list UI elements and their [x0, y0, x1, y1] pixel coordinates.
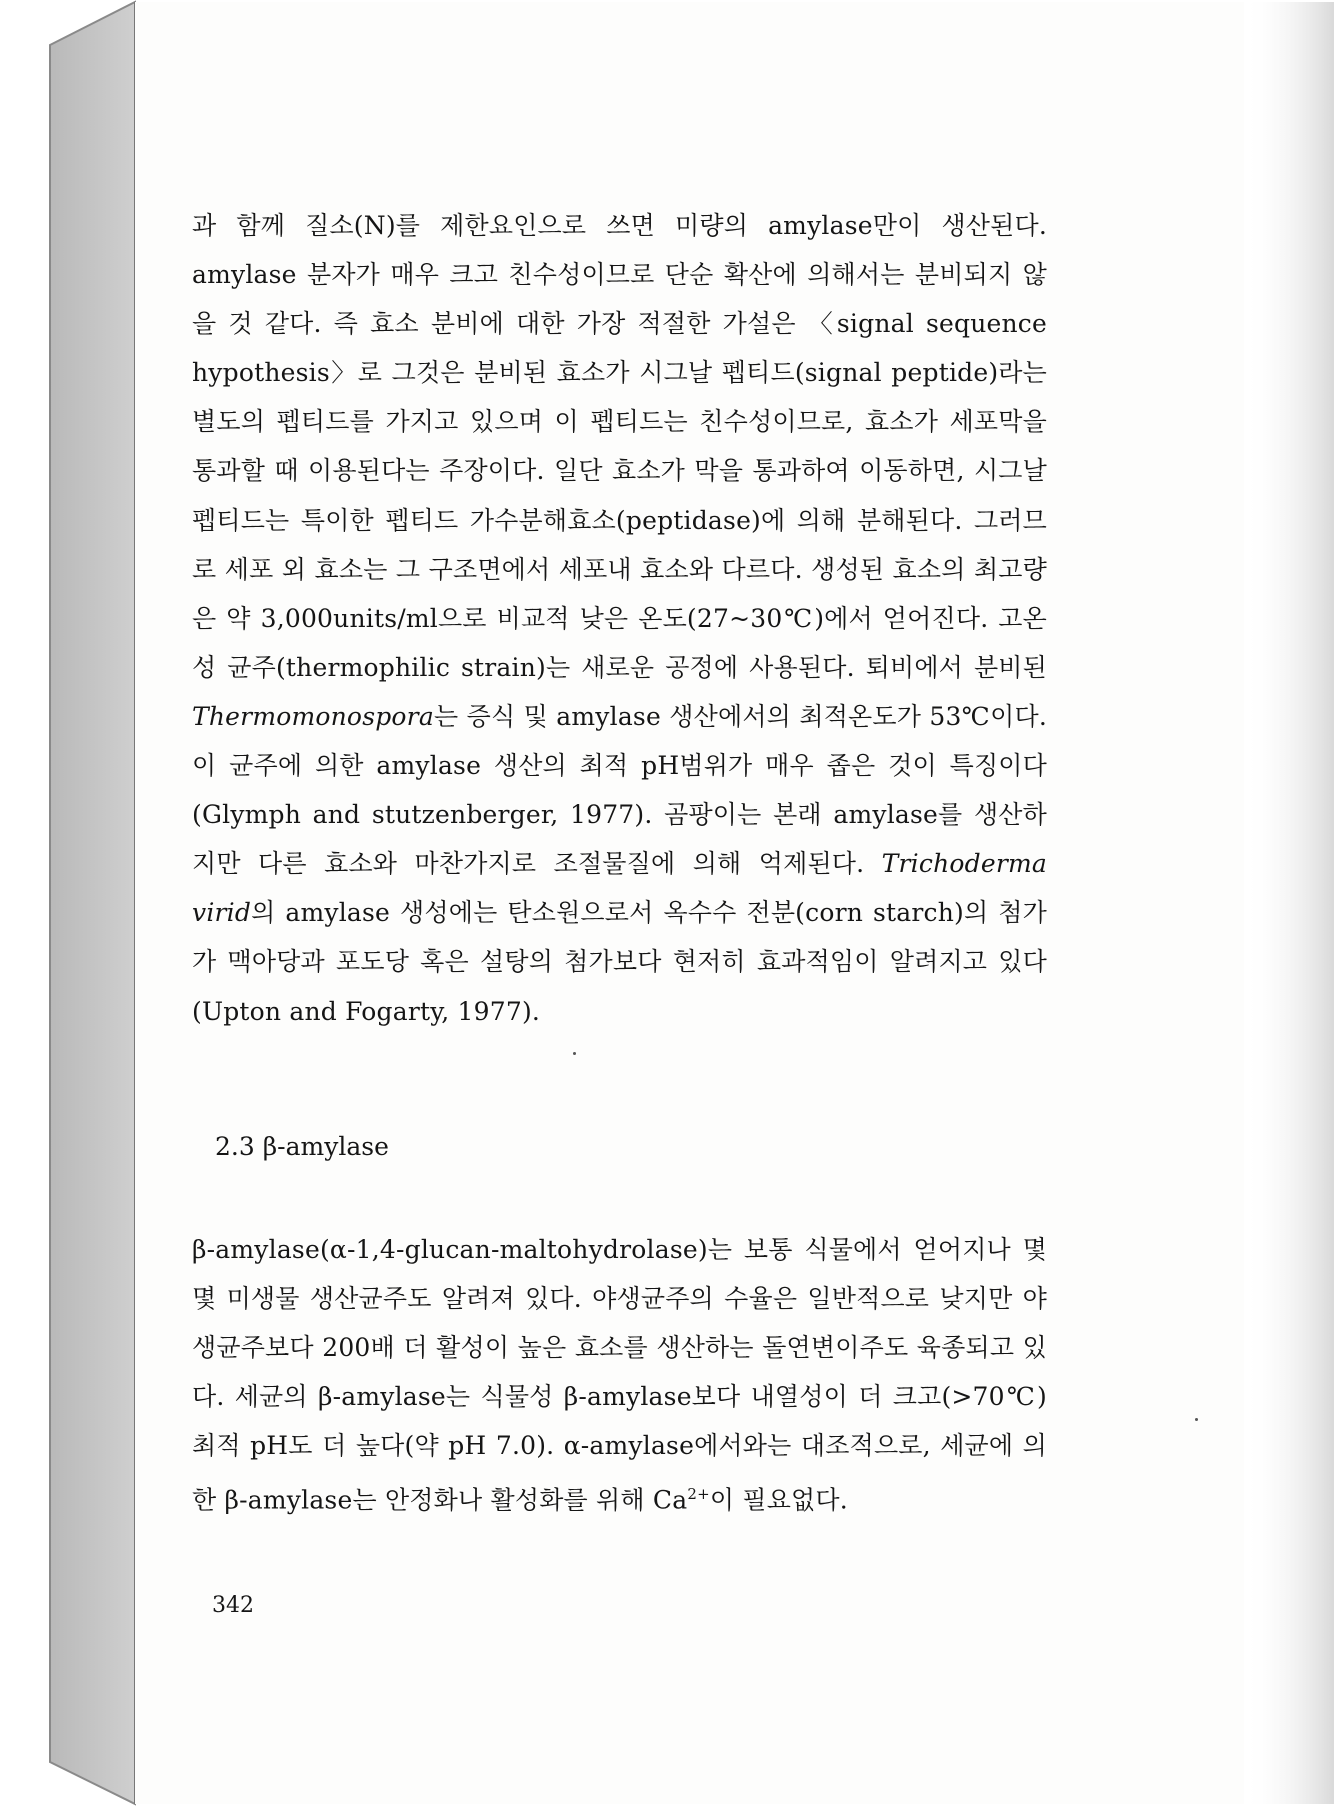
section-heading: 2.3 β-amylase: [215, 1132, 389, 1161]
calcium-charge-superscript: 2+: [687, 1485, 710, 1504]
paragraph-2-text: β-amylase(α-1,4-glucan-maltohydrolase)는 보통 식물에서 얻어지나 몇몇 미생물 생산균주도 알려져 있다. 야생균주의 수율은 일반적으로 낮지만 야생균주보다 200배 더 활성이 높은 효소를 생산하는 돌연변이주도 육종되고 있다. 세균의 β-amylase는 식물성 β-amylase보다 내열성이 더 크고(>70℃) 최적 pH도 더 높다(약 pH 7.0). α-amylase에서와는 대조적으로, 세균에 의한 β-amylase는 안정화나 활성화를 위해 Ca: [192, 1235, 1047, 1515]
species-name-thermomonospora: Thermomonospora: [192, 701, 434, 731]
paragraph-1-text-cont: 는 증식 및 amylase 생산에서의 최적온도가 53℃이다. 이 균주에 의한 amylase 생산의 최적 pH범위가 매우 좁은 것이 특징이다(Glymph and stutzenberger, 1977). 곰팡이는 본래 amylase를 생산하지만 다른 효소와 마찬가지로 조절물질에 의해 억제된다.: [192, 701, 1047, 879]
page-number: 342: [212, 1593, 254, 1618]
species-name-trichoderma: Trichoderma virid: [192, 849, 1047, 928]
paragraph-2-text-end: 이 필요없다.: [709, 1485, 848, 1515]
page-right-shadow: [1244, 2, 1334, 1804]
paragraph-1-text: 과 함께 질소(N)를 제한요인으로 쓰면 미량의 amylase만이 생산된다. amylase 분자가 매우 크고 친수성이므로 단순 확산에 의해서는 분비되지 않을 것 같다. 즉 효소 분비에 대한 가장 적절한 가설은 〈signal sequence hypothesis〉로 그것은 분비된 효소가 시그날 펩티드(signal peptide)라는 별도의 펩티드를 가지고 있으며 이 펩티드는 친수성이므로, 효소가 세포막을 통과할 때 이용된다는 주장이다. 일단 효소가 막을 통과하여 이동하면, 시그날 펩티드는 특이한 펩티드 가수분해효소(peptidase)에 의해 분해된다. 그러므로 세포 외 효소는 그 구조면에서 세포내 효소와 다르다. 생성된 효소의 최고량은 약 3,000units/ml으로 비교적 낮은 온도(27~30℃)에서 얻어진다. 고온성 균주(thermophilic strain)는 새로운 공정에 사용된다. 퇴비에서 분비된: [192, 211, 1047, 682]
body-paragraph-2: [192, 1225, 1047, 1525]
body-paragraph-1: [192, 201, 1047, 1036]
scan-speck: [1195, 1418, 1198, 1421]
book-spine-edge: [50, 2, 135, 1804]
paragraph-1-text-end: 의 amylase 생성에는 탄소원으로서 옥수수 전분(corn starch)의 첨가가 맥아당과 포도당 혹은 설탕의 첨가보다 현저히 효과적임이 알려지고 있다(Upton and Fogarty, 1977).: [192, 898, 1047, 1026]
scan-speck: [573, 1052, 576, 1055]
